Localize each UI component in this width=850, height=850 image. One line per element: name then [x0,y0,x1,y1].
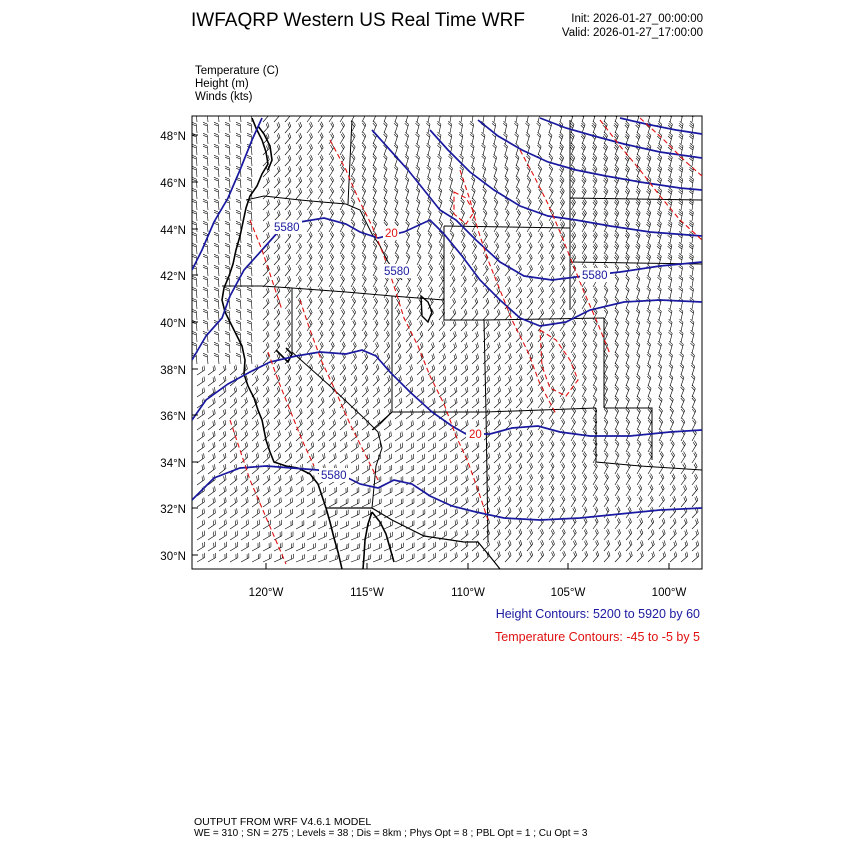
lon-tick-label: 115°W [350,587,384,599]
height-contour-note: Height Contours: 5200 to 5920 by 60 [495,607,700,621]
temperature-contour-note: Temperature Contours: -45 to -5 by 5 [495,630,700,644]
field-temperature: Temperature (C) [195,65,279,77]
height-label: 5580 [274,222,300,234]
lat-tick-label: 42°N [160,271,186,283]
lat-tick-label: 30°N [160,551,186,563]
lon-tick-label: 100°W [651,587,687,599]
field-height: Height (m) [195,78,249,90]
lat-tick-label: 46°N [160,178,186,190]
lon-tick-label: 110°W [451,587,485,599]
height-label: 5580 [384,266,410,278]
model-output-line: OUTPUT FROM WRF V4.6.1 MODEL [194,816,372,828]
lat-tick-label: 34°N [160,458,186,470]
lat-tick-label: 38°N [160,365,186,377]
lon-tick-label: 120°W [248,587,284,599]
height-label: 5580 [582,270,608,282]
valid-time: Valid: 2026-01-27_17:00:00 [561,27,703,39]
lat-tick-label: 40°N [160,318,186,330]
temperature-label: 20 [469,429,482,441]
lat-tick-label: 44°N [160,225,186,237]
height-label: 5580 [321,470,347,482]
lat-tick-label: 32°N [160,504,186,516]
lon-tick-label: 105°W [550,587,586,599]
field-winds: Winds (kts) [195,91,253,103]
temperature-label: 20 [385,228,398,240]
init-time: Init: 2026-01-27_00:00:00 [571,13,703,25]
lat-tick-label: 48°N [160,131,186,143]
model-config-line: WE = 310 ; SN = 275 ; Levels = 38 ; Dis = 8km ; Phys Opt = 8 ; PBL Opt = 1 ; Cu Opt = 3 [194,828,588,839]
map-title: IWFAQRP Western US Real Time WRF [191,10,525,31]
lat-tick-label: 36°N [160,411,186,423]
